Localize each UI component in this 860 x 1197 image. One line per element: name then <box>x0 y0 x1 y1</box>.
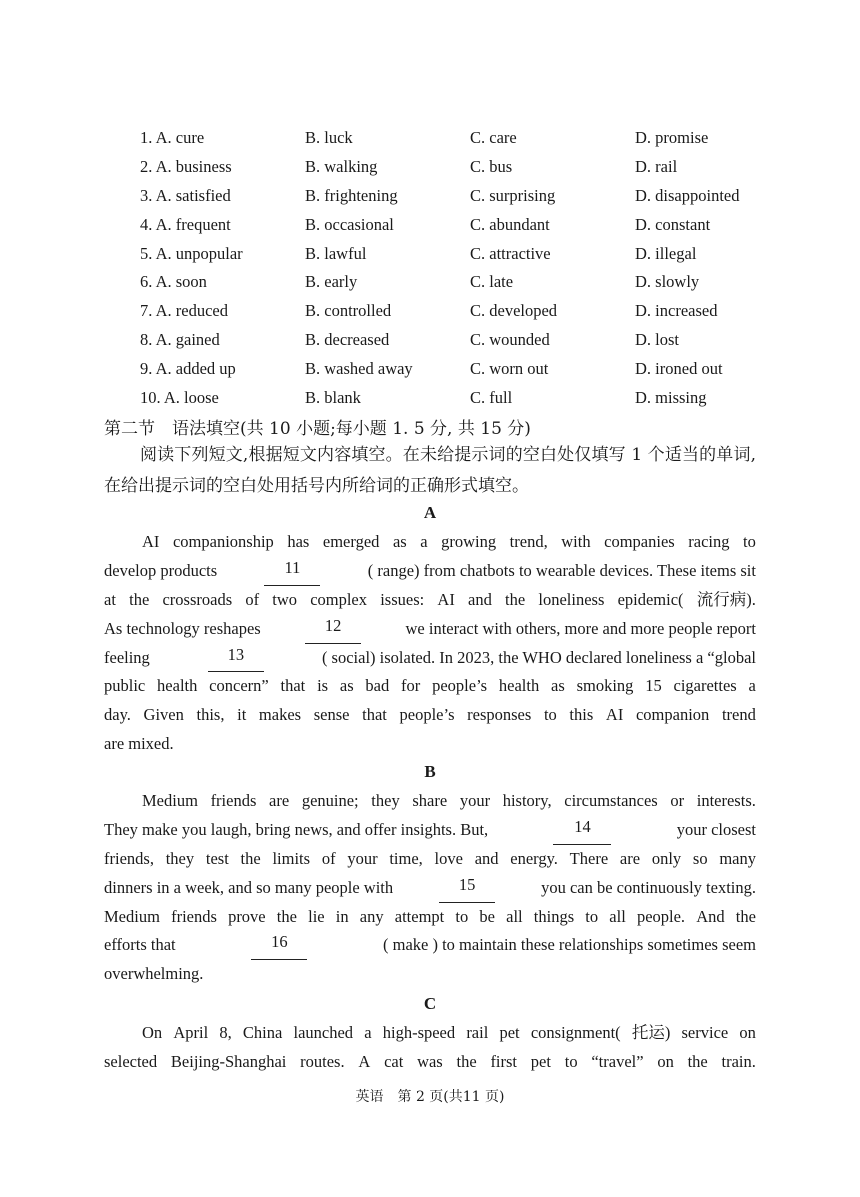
word: emerged <box>322 532 380 551</box>
word: energy. <box>510 848 558 868</box>
passage-a <box>104 528 756 759</box>
option-d[interactable]: D. constant <box>635 214 711 234</box>
word: to <box>743 532 756 551</box>
blank-11[interactable]: 11 <box>264 557 320 586</box>
passage-a-line-3 <box>104 586 756 615</box>
page-footer: 英语 第 2 页(共11 页) <box>355 1089 505 1105</box>
passage-c-line-1 <box>104 1019 756 1048</box>
passage-c-line-2 <box>104 1048 756 1077</box>
word: responses <box>467 705 532 725</box>
word: your <box>459 791 491 810</box>
option-a[interactable]: 3. A. satisfied <box>140 185 231 205</box>
word: any <box>359 906 384 926</box>
word: rail <box>466 1023 489 1042</box>
word: friends <box>171 906 217 926</box>
option-d[interactable]: D. rail <box>635 157 678 177</box>
word: this, <box>196 705 225 725</box>
word: things <box>533 906 575 926</box>
passage-b <box>104 787 756 989</box>
word: to <box>455 906 469 926</box>
word: companionship <box>172 532 274 551</box>
option-d[interactable]: D. disappointed <box>635 185 740 205</box>
word: and <box>468 589 492 609</box>
word: epidemic( <box>617 589 684 609</box>
word: trend <box>721 705 756 725</box>
passage-b-line-5 <box>104 903 756 932</box>
passage-a-line-4: As technology reshapes 12 we interact with others, more and more people report <box>104 615 756 644</box>
word: a <box>748 676 756 696</box>
option-a[interactable]: 1. A. cure <box>140 128 205 148</box>
word: limits <box>272 848 311 868</box>
question-5-options <box>140 239 780 268</box>
word: history, <box>502 791 552 810</box>
word: 托运) <box>631 1023 671 1042</box>
word: “travel” <box>591 1051 644 1071</box>
passage-a-line-6 <box>104 672 756 701</box>
option-d[interactable]: D. promise <box>635 128 709 148</box>
word: Medium <box>142 791 198 810</box>
word: on <box>739 1023 756 1042</box>
option-a[interactable]: 6. A. soon <box>140 272 207 292</box>
word: many <box>719 848 756 868</box>
option-b[interactable]: B. frightening <box>305 185 398 205</box>
word: so <box>692 848 708 868</box>
option-d[interactable]: D. missing <box>635 387 707 407</box>
word: of <box>321 848 336 868</box>
word: growing <box>441 532 497 551</box>
word: loneliness <box>538 589 605 609</box>
word: people’s <box>432 676 488 696</box>
word: circumstances <box>564 791 658 810</box>
word: your <box>347 848 378 868</box>
question-3-options <box>140 182 780 211</box>
question-2-options <box>140 153 780 182</box>
word: to <box>585 906 599 926</box>
option-d[interactable]: D. lost <box>635 329 680 349</box>
word: routes. <box>300 1051 345 1071</box>
option-d[interactable]: D. increased <box>635 301 718 321</box>
word: for <box>401 676 421 696</box>
word: train. <box>721 1051 756 1071</box>
word: as <box>339 676 354 696</box>
word: to <box>564 1051 578 1071</box>
option-b[interactable]: B. controlled <box>305 301 392 321</box>
word: that <box>280 676 306 696</box>
word: 15 <box>645 676 662 696</box>
word: people. <box>636 906 686 926</box>
option-c[interactable]: C. care <box>470 128 517 148</box>
word: as <box>551 676 565 696</box>
passage-b-line-2: They make you laugh, bring news, and offer insights. But, 14 your closest <box>104 816 756 845</box>
option-b[interactable]: B. blank <box>305 387 361 407</box>
word: Medium <box>104 906 160 926</box>
word: time, <box>389 848 423 868</box>
word: Given <box>143 705 184 725</box>
word: the <box>276 906 297 926</box>
word: this <box>569 705 594 725</box>
option-b[interactable]: B. washed away <box>305 358 413 378</box>
word: two <box>272 589 297 609</box>
option-d[interactable]: D. ironed out <box>635 358 723 378</box>
word: are <box>269 791 290 810</box>
word: makes <box>258 705 302 725</box>
word: public <box>104 676 146 696</box>
option-b[interactable]: B. occasional <box>305 214 394 234</box>
option-a[interactable]: 7. A. reduced <box>140 301 228 321</box>
option-c[interactable]: C. wounded <box>470 329 550 349</box>
word: launched <box>293 1023 354 1042</box>
word: all <box>506 906 523 926</box>
word: AI <box>437 589 455 609</box>
passage-c-letter: C <box>423 994 437 1013</box>
question-9-options <box>140 354 780 383</box>
question-7-options <box>140 297 780 326</box>
blank-13[interactable]: 13 <box>208 644 264 673</box>
blank-16[interactable]: 16 <box>251 931 307 960</box>
word: of <box>245 589 260 609</box>
word: health <box>157 676 198 696</box>
word: cigarettes <box>673 676 737 696</box>
word: share <box>412 791 448 810</box>
option-d[interactable]: D. slowly <box>635 272 700 292</box>
section-heading: 第二节 语法填空(共 10 小题;每小题 1. 5 分, 共 15 分) <box>104 419 531 439</box>
word: bad <box>365 676 390 696</box>
option-b[interactable]: B. walking <box>305 157 378 177</box>
question-10-options <box>140 383 780 412</box>
passage-b-line-1 <box>104 787 756 816</box>
word: cat <box>384 1051 404 1071</box>
word: friends <box>210 791 257 810</box>
word: pet <box>499 1023 520 1042</box>
passage-a-letter: A <box>423 503 437 522</box>
word: On <box>142 1023 163 1042</box>
word: companies <box>604 532 675 551</box>
word: the <box>687 1051 708 1071</box>
word: or <box>670 791 685 810</box>
passage-b-line-4: dinners in a week, and so many people with 15 you can be continuously texting. <box>104 874 756 903</box>
question-8-options <box>140 326 780 355</box>
word: companion <box>635 705 710 725</box>
option-c[interactable]: C. developed <box>470 301 558 321</box>
option-d[interactable]: D. illegal <box>635 243 697 263</box>
passage-a-line-5: feeling 13 ( social) isolated. In 2023, the WHO declared loneliness a “global <box>104 644 756 673</box>
word: high-speed <box>382 1023 456 1042</box>
word: genuine; <box>301 791 359 810</box>
word: on <box>657 1051 674 1071</box>
word: smoking <box>576 676 634 696</box>
option-c[interactable]: C. late <box>470 272 514 292</box>
word: lie <box>308 906 325 926</box>
passage-b-line-7: overwhelming. <box>104 964 204 984</box>
passage-b-letter: B <box>424 762 436 781</box>
word: the <box>240 848 261 868</box>
option-a[interactable]: 4. A. frequent <box>140 214 231 234</box>
word: selected <box>104 1051 158 1071</box>
word: they <box>165 848 195 868</box>
option-a[interactable]: 2. A. business <box>140 157 232 177</box>
blank-12[interactable]: 12 <box>305 615 361 644</box>
word: they <box>371 791 400 810</box>
option-c[interactable]: C. bus <box>470 157 513 177</box>
passage-b-line-6: efforts that 16 ( make ) to maintain these relationships sometimes seem <box>104 931 756 960</box>
word: and <box>474 848 499 868</box>
option-b[interactable]: B. decreased <box>305 329 390 349</box>
word: the <box>129 589 150 609</box>
option-a[interactable]: 10. A. loose <box>140 387 219 407</box>
option-a[interactable]: 9. A. added up <box>140 358 236 378</box>
word: a <box>420 532 428 551</box>
word: is <box>317 676 329 696</box>
word: only <box>651 848 682 868</box>
word: friends, <box>104 848 154 868</box>
blank-14[interactable]: 14 <box>553 816 611 845</box>
passage-a-line-7 <box>104 701 756 730</box>
word: China <box>242 1023 283 1042</box>
word: pet <box>530 1051 551 1071</box>
option-b[interactable]: B. lawful <box>305 243 367 263</box>
word: test <box>205 848 229 868</box>
option-c[interactable]: C. worn out <box>470 358 549 378</box>
options-list <box>140 124 780 412</box>
word: There <box>569 848 609 868</box>
word: crossroads <box>162 589 233 609</box>
word: it <box>237 705 247 725</box>
option-c[interactable]: C. abundant <box>470 214 550 234</box>
word: AI <box>605 705 624 725</box>
option-a[interactable]: 8. A. gained <box>140 329 220 349</box>
option-c[interactable]: C. surprising <box>470 185 556 205</box>
word: in <box>335 906 349 926</box>
word: people’s <box>399 705 455 725</box>
word: attempt <box>394 906 445 926</box>
word: at <box>104 589 116 609</box>
question-6-options <box>140 268 780 297</box>
word: first <box>490 1051 518 1071</box>
word: prove <box>228 906 266 926</box>
option-a[interactable]: 5. A. unpopular <box>140 243 243 263</box>
word: health <box>498 676 540 696</box>
word: 8, <box>219 1023 232 1042</box>
word: sense <box>313 705 350 725</box>
word: the <box>505 589 526 609</box>
passage-b-line-3 <box>104 845 756 874</box>
word: A <box>358 1051 371 1071</box>
word: has <box>287 532 310 551</box>
option-c[interactable]: C. attractive <box>470 243 551 263</box>
word: 流行病). <box>696 589 756 609</box>
blank-15[interactable]: 15 <box>439 874 495 903</box>
word: love <box>434 848 463 868</box>
section-instructions: 阅读下列短文,根据短文内容填空。在未给提示词的空白处仅填写 1 个适当的单词, 在给出提示词的空白处用括号内所给词的正确形式填空。 <box>104 445 756 496</box>
word: consignment( <box>530 1023 621 1042</box>
word: service <box>681 1023 729 1042</box>
option-c[interactable]: C. full <box>470 387 513 407</box>
question-4-options <box>140 210 780 239</box>
word: Beijing-Shanghai <box>170 1051 287 1071</box>
passage-c <box>104 1019 756 1077</box>
question-1-options <box>140 124 780 153</box>
word: racing <box>688 532 730 551</box>
word: April <box>173 1023 209 1042</box>
word: trend, <box>509 532 548 551</box>
passage-a-line-1 <box>104 528 756 557</box>
word: issues: <box>380 589 425 609</box>
word: to <box>543 705 557 725</box>
word: a <box>364 1023 372 1042</box>
word: all <box>609 906 626 926</box>
word: be <box>479 906 495 926</box>
option-b[interactable]: B. luck <box>305 128 353 148</box>
option-b[interactable]: B. early <box>305 272 358 292</box>
word: complex <box>310 589 368 609</box>
passage-a-line-2: develop products 11 ( range) from chatbots to wearable devices. These items sit <box>104 557 756 586</box>
word: interests. <box>696 791 756 810</box>
word: And <box>696 906 725 926</box>
word: was <box>417 1051 443 1071</box>
word: AI <box>142 532 160 551</box>
word: the <box>456 1051 477 1071</box>
word: the <box>735 906 756 926</box>
word: concern” <box>209 676 269 696</box>
word: that <box>362 705 387 725</box>
word: day. <box>104 705 131 725</box>
word: with <box>561 532 591 551</box>
passage-a-line-8: are mixed. <box>104 734 174 754</box>
word: as <box>392 532 407 551</box>
word: are <box>619 848 641 868</box>
